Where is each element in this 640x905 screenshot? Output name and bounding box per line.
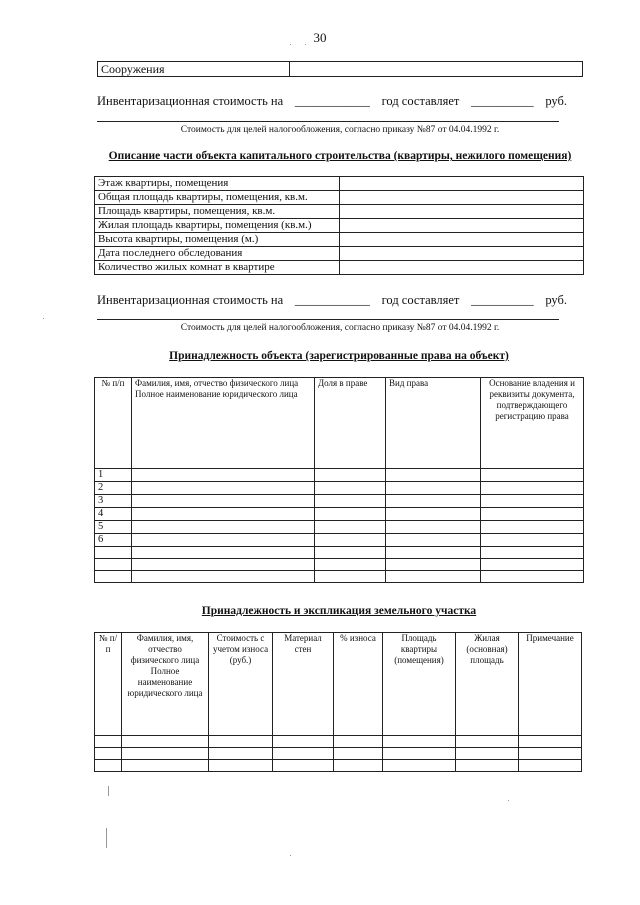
land-row-cell bbox=[519, 736, 582, 748]
inventory-sum-blank-2: __________ bbox=[471, 293, 534, 307]
ownership-row-cell bbox=[315, 571, 386, 583]
scan-speck bbox=[508, 800, 509, 801]
ownership-row-cell bbox=[481, 571, 584, 583]
land-table bbox=[94, 632, 582, 772]
apartment-row bbox=[95, 191, 584, 205]
inventory-year-blank-2: ____________ bbox=[294, 293, 370, 307]
scan-speck bbox=[290, 44, 291, 45]
apartment-row-label: Площадь квартиры, помещения, кв.м. bbox=[95, 205, 340, 219]
apartment-row-value bbox=[340, 233, 584, 247]
apartment-row bbox=[95, 219, 584, 233]
ownership-row-cell bbox=[315, 508, 386, 521]
land-row-cell bbox=[209, 736, 273, 748]
land-section-title: Принадлежность и экспликация земельного участка bbox=[201, 605, 477, 617]
land-header-area: Площадь квартиры (помещения) bbox=[383, 633, 456, 736]
ownership-row bbox=[95, 534, 584, 547]
ownership-header-name: Фамилия, имя, отчество физического лица Полное наименование юридического лица bbox=[132, 378, 315, 469]
land-header-material: Материал стен bbox=[273, 633, 334, 736]
ownership-row-cell bbox=[386, 547, 481, 559]
land-row-cell bbox=[456, 748, 519, 760]
inventory-suffix: руб. bbox=[545, 94, 567, 108]
inventory-line bbox=[97, 94, 567, 109]
apartment-row bbox=[95, 247, 584, 261]
ownership-header-num: № п/п bbox=[95, 378, 132, 469]
inventory-middle-2: год составляет bbox=[381, 293, 460, 307]
ownership-row bbox=[95, 469, 584, 482]
ownership-row-cell bbox=[386, 469, 481, 482]
ownership-row-cell bbox=[481, 482, 584, 495]
land-row-cell bbox=[122, 748, 209, 760]
apartment-row-value bbox=[340, 191, 584, 205]
ownership-row-cell bbox=[481, 534, 584, 547]
ownership-section-title: Принадлежность объекта (зарегистрированные права на объект) bbox=[169, 350, 509, 362]
land-row-cell bbox=[383, 736, 456, 748]
ownership-row-cell bbox=[481, 469, 584, 482]
apartment-row-label: Количество жилых комнат в квартире bbox=[95, 261, 340, 275]
ownership-row-cell bbox=[386, 559, 481, 571]
land-row-cell bbox=[519, 748, 582, 760]
inventory-prefix: Инвентаризационная стоимость на bbox=[97, 94, 284, 108]
ownership-row bbox=[95, 559, 584, 571]
inventory-sum-blank: __________ bbox=[471, 94, 534, 108]
ownership-row-cell bbox=[481, 508, 584, 521]
tax-rule bbox=[97, 121, 559, 122]
ownership-row-cell bbox=[315, 534, 386, 547]
land-row-cell bbox=[334, 748, 383, 760]
ownership-row-cell bbox=[481, 495, 584, 508]
ownership-row-number: 3 bbox=[95, 495, 132, 508]
ownership-row-number bbox=[95, 559, 132, 571]
ownership-row bbox=[95, 547, 584, 559]
inventory-suffix-2: руб. bbox=[545, 293, 567, 307]
ownership-row-cell bbox=[132, 469, 315, 482]
apartment-row bbox=[95, 233, 584, 247]
land-row bbox=[95, 760, 582, 772]
ownership-row bbox=[95, 495, 584, 508]
land-row-cell bbox=[122, 760, 209, 772]
land-row-cell bbox=[95, 748, 122, 760]
ownership-row-cell bbox=[481, 521, 584, 534]
scan-speck bbox=[108, 786, 109, 796]
structures-table bbox=[97, 61, 583, 77]
ownership-row bbox=[95, 521, 584, 534]
ownership-row bbox=[95, 482, 584, 495]
ownership-row-cell bbox=[132, 521, 315, 534]
ownership-row-cell bbox=[481, 547, 584, 559]
ownership-row-cell bbox=[481, 559, 584, 571]
scan-speck bbox=[106, 828, 107, 848]
ownership-row-number bbox=[95, 571, 132, 583]
land-header-living: Жилая (основная) площадь bbox=[456, 633, 519, 736]
ownership-row-cell bbox=[132, 547, 315, 559]
ownership-table bbox=[94, 377, 584, 583]
land-header-num: № п/п bbox=[95, 633, 122, 736]
ownership-row-cell bbox=[315, 547, 386, 559]
apartment-section-title: Описание части объекта капитального строительства (квартиры, нежилого помещения) bbox=[108, 150, 572, 162]
tax-note: Стоимость для целей налогообложения, согласно приказу №87 от 04.04.1992 г. bbox=[180, 125, 500, 135]
ownership-row bbox=[95, 571, 584, 583]
scan-speck bbox=[43, 318, 44, 319]
land-row-cell bbox=[273, 748, 334, 760]
ownership-row-cell bbox=[386, 508, 481, 521]
land-row-cell bbox=[122, 736, 209, 748]
ownership-row-cell bbox=[386, 534, 481, 547]
page-number: 30 bbox=[313, 30, 327, 45]
land-row-cell bbox=[334, 736, 383, 748]
ownership-row-number: 2 bbox=[95, 482, 132, 495]
ownership-row-number bbox=[95, 547, 132, 559]
apartment-row-label: Высота квартиры, помещения (м.) bbox=[95, 233, 340, 247]
ownership-header-basis: Основание владения и реквизиты документа, подтверждающего регистрацию права bbox=[481, 378, 584, 469]
tax-note-2: Стоимость для целей налогообложения, согласно приказу №87 от 04.04.1992 г. bbox=[180, 323, 500, 333]
land-row-cell bbox=[383, 748, 456, 760]
land-row-cell bbox=[273, 736, 334, 748]
apartment-row-value bbox=[340, 261, 584, 275]
ownership-row-cell bbox=[315, 495, 386, 508]
tax-rule-2 bbox=[97, 319, 559, 320]
land-row-cell bbox=[383, 760, 456, 772]
land-header-name: Фамилия, имя, отчество физического лица Полное наименование юридического лица bbox=[122, 633, 209, 736]
ownership-row-cell bbox=[386, 521, 481, 534]
ownership-row-number: 4 bbox=[95, 508, 132, 521]
ownership-row-cell bbox=[315, 482, 386, 495]
land-row-cell bbox=[273, 760, 334, 772]
inventory-middle: год составляет bbox=[381, 94, 460, 108]
land-row-cell bbox=[456, 760, 519, 772]
apartment-row bbox=[95, 177, 584, 191]
apartment-row-label: Общая площадь квартиры, помещения, кв.м. bbox=[95, 191, 340, 205]
apartment-row bbox=[95, 205, 584, 219]
land-header-wear: % износа bbox=[334, 633, 383, 736]
inventory-year-blank: ____________ bbox=[294, 94, 370, 108]
ownership-row-cell bbox=[132, 534, 315, 547]
land-row bbox=[95, 736, 582, 748]
structures-value-cell bbox=[290, 62, 583, 77]
land-row-cell bbox=[209, 760, 273, 772]
apartment-row-value bbox=[340, 219, 584, 233]
land-row-cell bbox=[95, 760, 122, 772]
ownership-row-number: 1 bbox=[95, 469, 132, 482]
ownership-row-cell bbox=[132, 559, 315, 571]
inventory-line-2 bbox=[97, 293, 567, 308]
land-row-cell bbox=[519, 760, 582, 772]
ownership-row-cell bbox=[315, 559, 386, 571]
ownership-row-cell bbox=[315, 521, 386, 534]
land-row-cell bbox=[209, 748, 273, 760]
ownership-row-cell bbox=[132, 508, 315, 521]
apartment-row-value bbox=[340, 247, 584, 261]
apartment-row-label: Этаж квартиры, помещения bbox=[95, 177, 340, 191]
land-header-note: Примечание bbox=[519, 633, 582, 736]
ownership-header-right-type: Вид права bbox=[386, 378, 481, 469]
ownership-row-number: 5 bbox=[95, 521, 132, 534]
ownership-row bbox=[95, 508, 584, 521]
ownership-row-cell bbox=[132, 495, 315, 508]
apartment-row bbox=[95, 261, 584, 275]
land-row-cell bbox=[456, 736, 519, 748]
inventory-prefix-2: Инвентаризационная стоимость на bbox=[97, 293, 284, 307]
ownership-row-cell bbox=[132, 482, 315, 495]
apartment-row-label: Жилая площадь квартиры, помещения (кв.м.) bbox=[95, 219, 340, 233]
structures-label: Сооружения bbox=[98, 62, 290, 77]
ownership-row-cell bbox=[132, 571, 315, 583]
land-row-cell bbox=[334, 760, 383, 772]
scan-speck bbox=[305, 44, 306, 45]
ownership-row-cell bbox=[386, 571, 481, 583]
ownership-header-share: Доля в праве bbox=[315, 378, 386, 469]
ownership-row-cell bbox=[386, 495, 481, 508]
land-header-cost: Стоимость с учетом износа (руб.) bbox=[209, 633, 273, 736]
land-row bbox=[95, 748, 582, 760]
apartment-row-value bbox=[340, 205, 584, 219]
ownership-row-cell bbox=[386, 482, 481, 495]
apartment-row-label: Дата последнего обследования bbox=[95, 247, 340, 261]
scan-speck bbox=[290, 855, 291, 856]
ownership-row-number: 6 bbox=[95, 534, 132, 547]
land-row-cell bbox=[95, 736, 122, 748]
apartment-table bbox=[94, 176, 584, 275]
apartment-row-value bbox=[340, 177, 584, 191]
ownership-row-cell bbox=[315, 469, 386, 482]
